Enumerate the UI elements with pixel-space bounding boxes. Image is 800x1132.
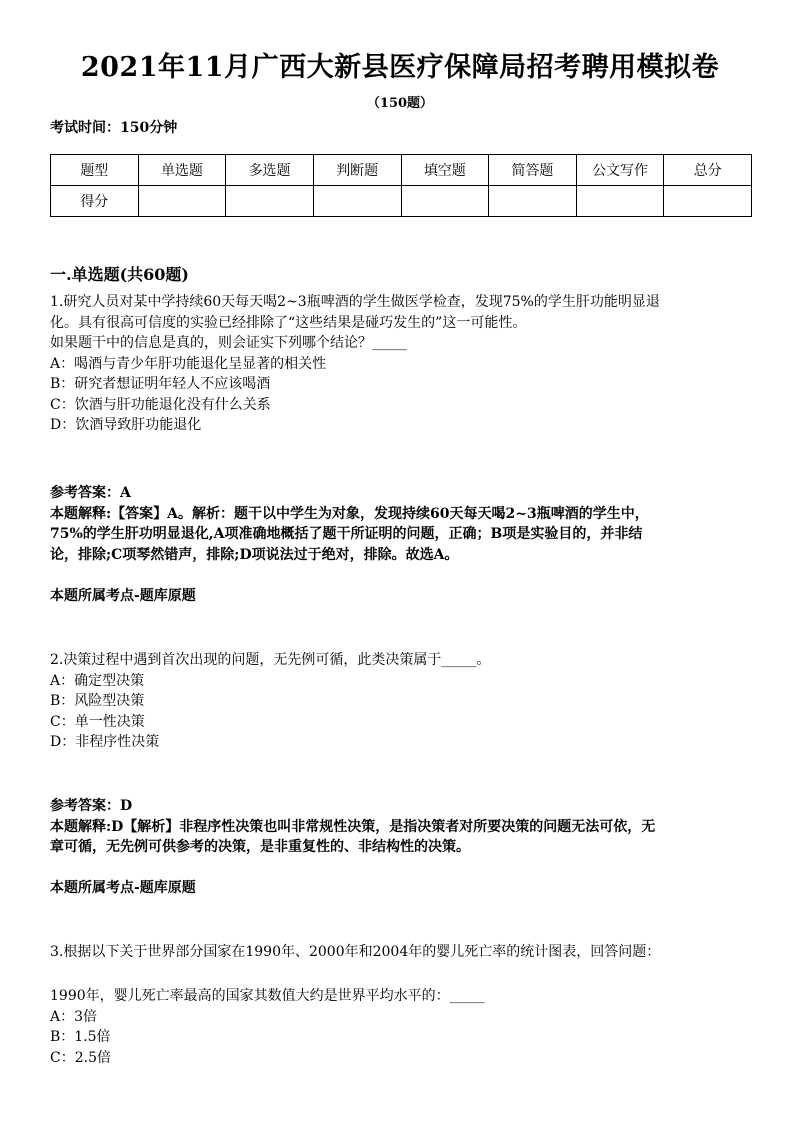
question-3-sub [50, 986, 750, 1068]
table-row [51, 186, 752, 217]
table-cell: 单选题 [138, 155, 226, 186]
question-3 [50, 942, 750, 963]
table-cell: 判断题 [313, 155, 401, 186]
explanation-line: 75%的学生肝功明显退化,A项准确地概括了题干所证明的问题，正确；B项是实验目的，并非结 [50, 526, 643, 542]
answer-label: 参考答案：A [50, 485, 131, 501]
score-cell[interactable] [138, 186, 226, 217]
section-title: 一.单选题(共60题) [50, 265, 189, 284]
score-cell[interactable] [226, 186, 314, 217]
page-title: 2021年11月广西大新县医疗保障局招考聘用模拟卷 [80, 52, 720, 83]
question-2 [50, 650, 750, 753]
option-d: D：饮酒导致肝功能退化 [50, 417, 202, 433]
question-stem: 3.根据以下关于世界部分国家在1990年、2000年和2004年的婴儿死亡率的统计图表，回答问题： [50, 944, 661, 960]
question-stem: 1990年，婴儿死亡率最高的国家其数值大约是世界平均水平的：_____ [50, 988, 485, 1004]
option-a: A：喝酒与青少年肝功能退化呈显著的相关性 [50, 355, 327, 372]
option-b: B：1.5倍 [50, 1029, 111, 1045]
topic-note-1: 本题所属考点-题库原题 [50, 588, 196, 604]
explanation-line: 论，排除;C项琴然错声，排除;D项说法过于绝对，排除。故选A。 [50, 546, 459, 563]
option-d: D：非程序性决策 [50, 734, 160, 750]
table-row [51, 155, 752, 186]
question-1 [50, 292, 750, 436]
question-stem: 2.决策过程中遇到首次出现的问题，无先例可循，此类决策属于_____。 [50, 652, 491, 668]
score-cell[interactable] [664, 186, 752, 217]
option-c: C：饮酒与肝功能退化没有什么关系 [50, 396, 271, 413]
option-c: C：2.5倍 [50, 1049, 111, 1066]
answer-1 [50, 483, 750, 565]
page-subtitle: （150题） [366, 96, 434, 111]
score-table [50, 154, 752, 217]
score-cell[interactable] [576, 186, 664, 217]
table-cell: 得分 [51, 186, 139, 217]
explanation-line: 本题解释:D【解析】非程序性决策也叫非常规性决策，是指决策者对所要决策的问题无法可依，无 [50, 818, 656, 835]
table-cell: 简答题 [489, 155, 577, 186]
exam-time: 考试时间：150分钟 [50, 120, 178, 136]
score-cell[interactable] [489, 186, 577, 217]
topic-note-2: 本题所属考点-题库原题 [50, 880, 196, 896]
question-stem: 1.研究人员对某中学持续60天每天喝2~3瓶啤酒的学生做医学检查，发现75%的学生肝功能明显退 [50, 294, 660, 310]
score-cell[interactable] [401, 186, 489, 217]
option-c: C：单一性决策 [50, 713, 145, 730]
option-a: A：确定型决策 [50, 672, 145, 689]
table-cell: 题型 [51, 155, 139, 186]
option-b: B：研究者想证明年轻人不应该喝酒 [50, 376, 271, 392]
answer-2 [50, 796, 750, 858]
question-stem: 化。具有很高可信度的实验已经排除了“这些结果是碰巧发生的”这一可能性。 [50, 314, 527, 331]
question-stem: 如果题干中的信息是真的，则会证实下列哪个结论？_____ [50, 335, 407, 351]
table-cell: 多选题 [226, 155, 314, 186]
score-cell[interactable] [313, 186, 401, 217]
option-b: B：风险型决策 [50, 693, 145, 709]
answer-label: 参考答案：D [50, 798, 133, 814]
option-a: A：3倍 [50, 1008, 98, 1025]
table-cell: 总分 [664, 155, 752, 186]
table-cell: 填空题 [401, 155, 489, 186]
table-cell: 公文写作 [576, 155, 664, 186]
explanation-line: 章可循，无先例可供参考的决策，是非重复性的、非结构性的决策。 [50, 839, 470, 855]
explanation-line: 本题解释:【答案】A。解析：题干以中学生为对象，发现持续60天每天喝2~3瓶啤酒的学生中， [50, 505, 649, 522]
